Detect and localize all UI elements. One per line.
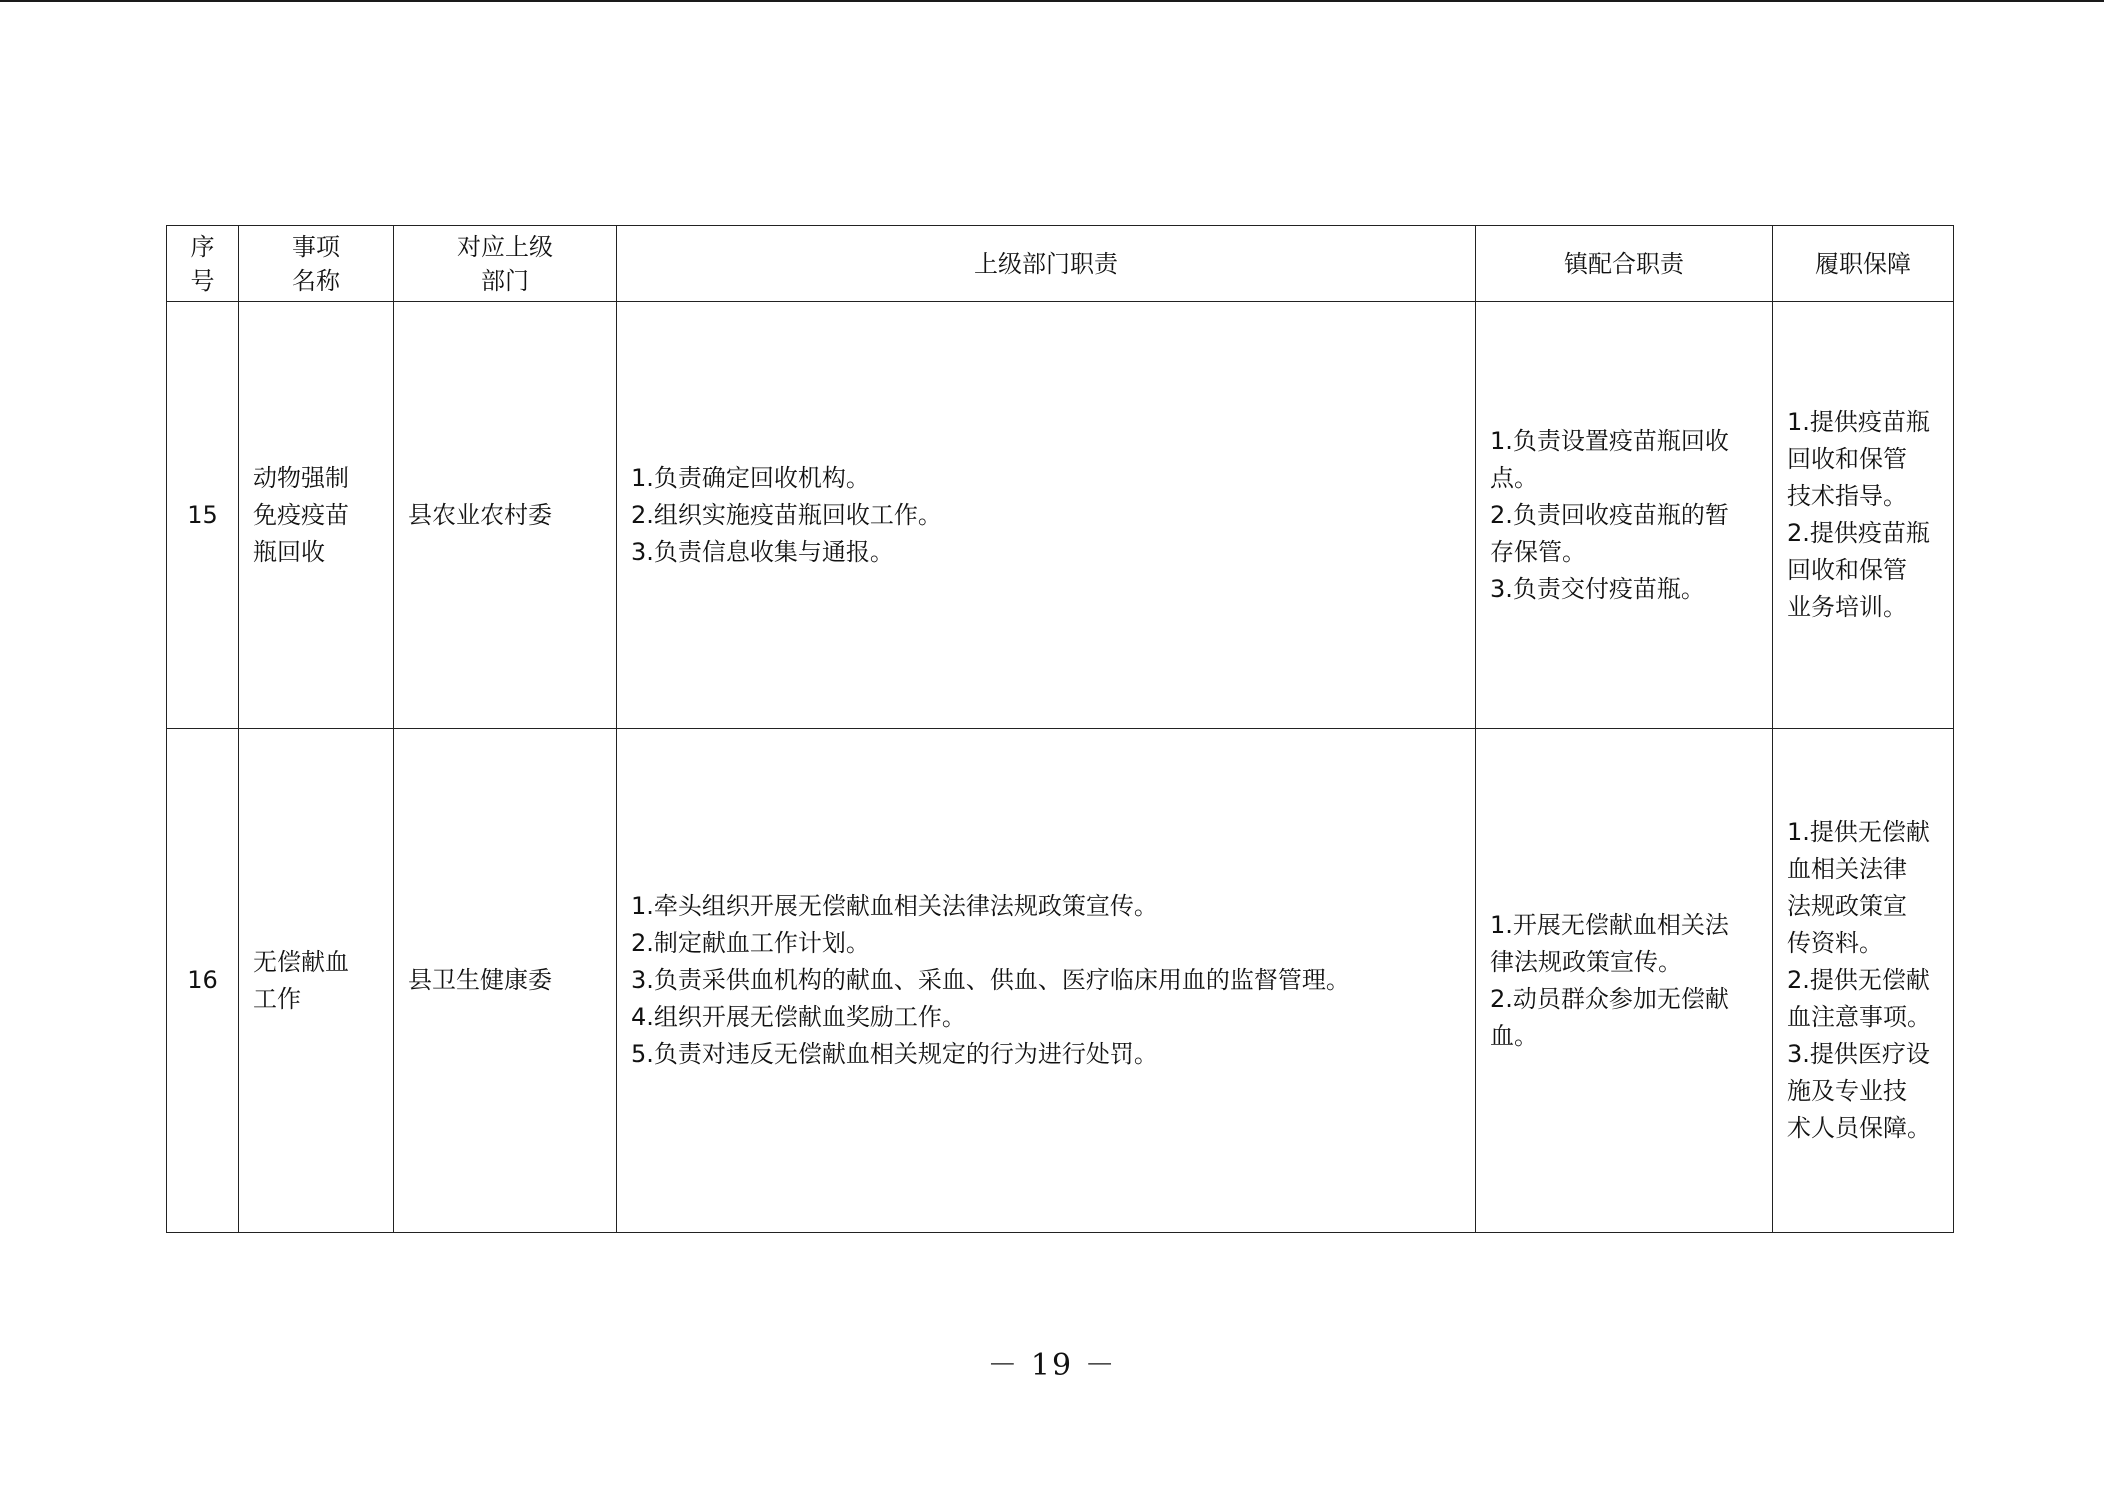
duty-item: 2.制定献血工作计划。 [631, 929, 870, 957]
table-row [167, 729, 1954, 1233]
guarantee-line: 术人员保障。 [1787, 1114, 1931, 1142]
duty-item: 1.负责确定回收机构。 [631, 463, 870, 492]
town-line: 点。 [1490, 463, 1538, 492]
header-town: 镇配合职责 [1476, 226, 1773, 302]
row-dept: 县农业农村委 [394, 302, 617, 729]
guarantee-line: 1.提供疫苗瓶 [1787, 408, 1930, 436]
row-name-line: 免疫疫苗 [253, 500, 349, 529]
row-dept: 县卫生健康委 [394, 729, 617, 1233]
page-number: － 19 － [987, 1348, 1117, 1383]
town-line: 1.负责设置疫苗瓶回收 [1490, 426, 1729, 455]
guarantee-line: 2.提供无偿献 [1787, 966, 1930, 994]
top-border-line [0, 0, 2104, 2]
row-no: 16 [167, 729, 239, 1233]
town-line: 血。 [1490, 1021, 1538, 1050]
row-name [239, 302, 394, 729]
row-guarantee [1773, 302, 1954, 729]
guarantee-line: 血注意事项。 [1787, 1003, 1931, 1031]
duty-item: 2.组织实施疫苗瓶回收工作。 [631, 500, 942, 529]
header-dept [394, 226, 617, 302]
row-name [239, 729, 394, 1233]
header-duty: 上级部门职责 [617, 226, 1476, 302]
header-dept-line: 部门 [481, 266, 529, 295]
duty-table [166, 225, 1954, 1233]
duty-item: 1.牵头组织开展无偿献血相关法律法规政策宣传。 [631, 892, 1158, 920]
guarantee-line: 回收和保管 [1787, 556, 1907, 584]
row-duty [617, 302, 1476, 729]
duty-item: 3.负责信息收集与通报。 [631, 537, 894, 566]
duty-item: 3.负责采供血机构的献血、采血、供血、医疗临床用血的监督管理。 [631, 966, 1350, 994]
guarantee-line: 法规政策宣 [1787, 892, 1907, 920]
guarantee-line: 回收和保管 [1787, 445, 1907, 473]
header-name-line: 事项 [292, 232, 340, 261]
row-town [1476, 729, 1773, 1233]
town-line: 3.负责交付疫苗瓶。 [1490, 574, 1705, 603]
town-line: 律法规政策宣传。 [1490, 947, 1682, 976]
header-no [167, 226, 239, 302]
header-no-line: 号 [190, 266, 215, 295]
guarantee-line: 传资料。 [1787, 929, 1883, 957]
town-line: 2.动员群众参加无偿献 [1490, 984, 1729, 1013]
guarantee-line: 业务培训。 [1787, 593, 1907, 621]
guarantee-line: 1.提供无偿献 [1787, 818, 1930, 846]
guarantee-line: 血相关法律 [1787, 855, 1907, 883]
guarantee-line: 施及专业技 [1787, 1077, 1907, 1105]
row-no: 15 [167, 302, 239, 729]
row-guarantee [1773, 729, 1954, 1233]
row-name-line: 动物强制 [253, 463, 349, 492]
header-guarantee: 履职保障 [1773, 226, 1954, 302]
town-line: 存保管。 [1490, 537, 1586, 566]
header-name [239, 226, 394, 302]
duty-item: 5.负责对违反无偿献血相关规定的行为进行处罚。 [631, 1040, 1158, 1068]
table-header-row [167, 226, 1954, 302]
header-no-line: 序 [190, 232, 215, 261]
town-line: 2.负责回收疫苗瓶的暂 [1490, 500, 1729, 529]
duty-item: 4.组织开展无偿献血奖励工作。 [631, 1003, 966, 1031]
guarantee-line: 3.提供医疗设 [1787, 1040, 1930, 1068]
row-name-line: 工作 [253, 984, 301, 1013]
row-town [1476, 302, 1773, 729]
table-row [167, 302, 1954, 729]
row-duty [617, 729, 1476, 1233]
row-name-line: 瓶回收 [253, 537, 325, 566]
row-name-line: 无偿献血 [253, 947, 349, 976]
town-line: 1.开展无偿献血相关法 [1490, 910, 1729, 939]
guarantee-line: 技术指导。 [1787, 482, 1907, 510]
header-name-line: 名称 [292, 266, 340, 295]
guarantee-line: 2.提供疫苗瓶 [1787, 519, 1930, 547]
header-dept-line: 对应上级 [457, 232, 553, 261]
